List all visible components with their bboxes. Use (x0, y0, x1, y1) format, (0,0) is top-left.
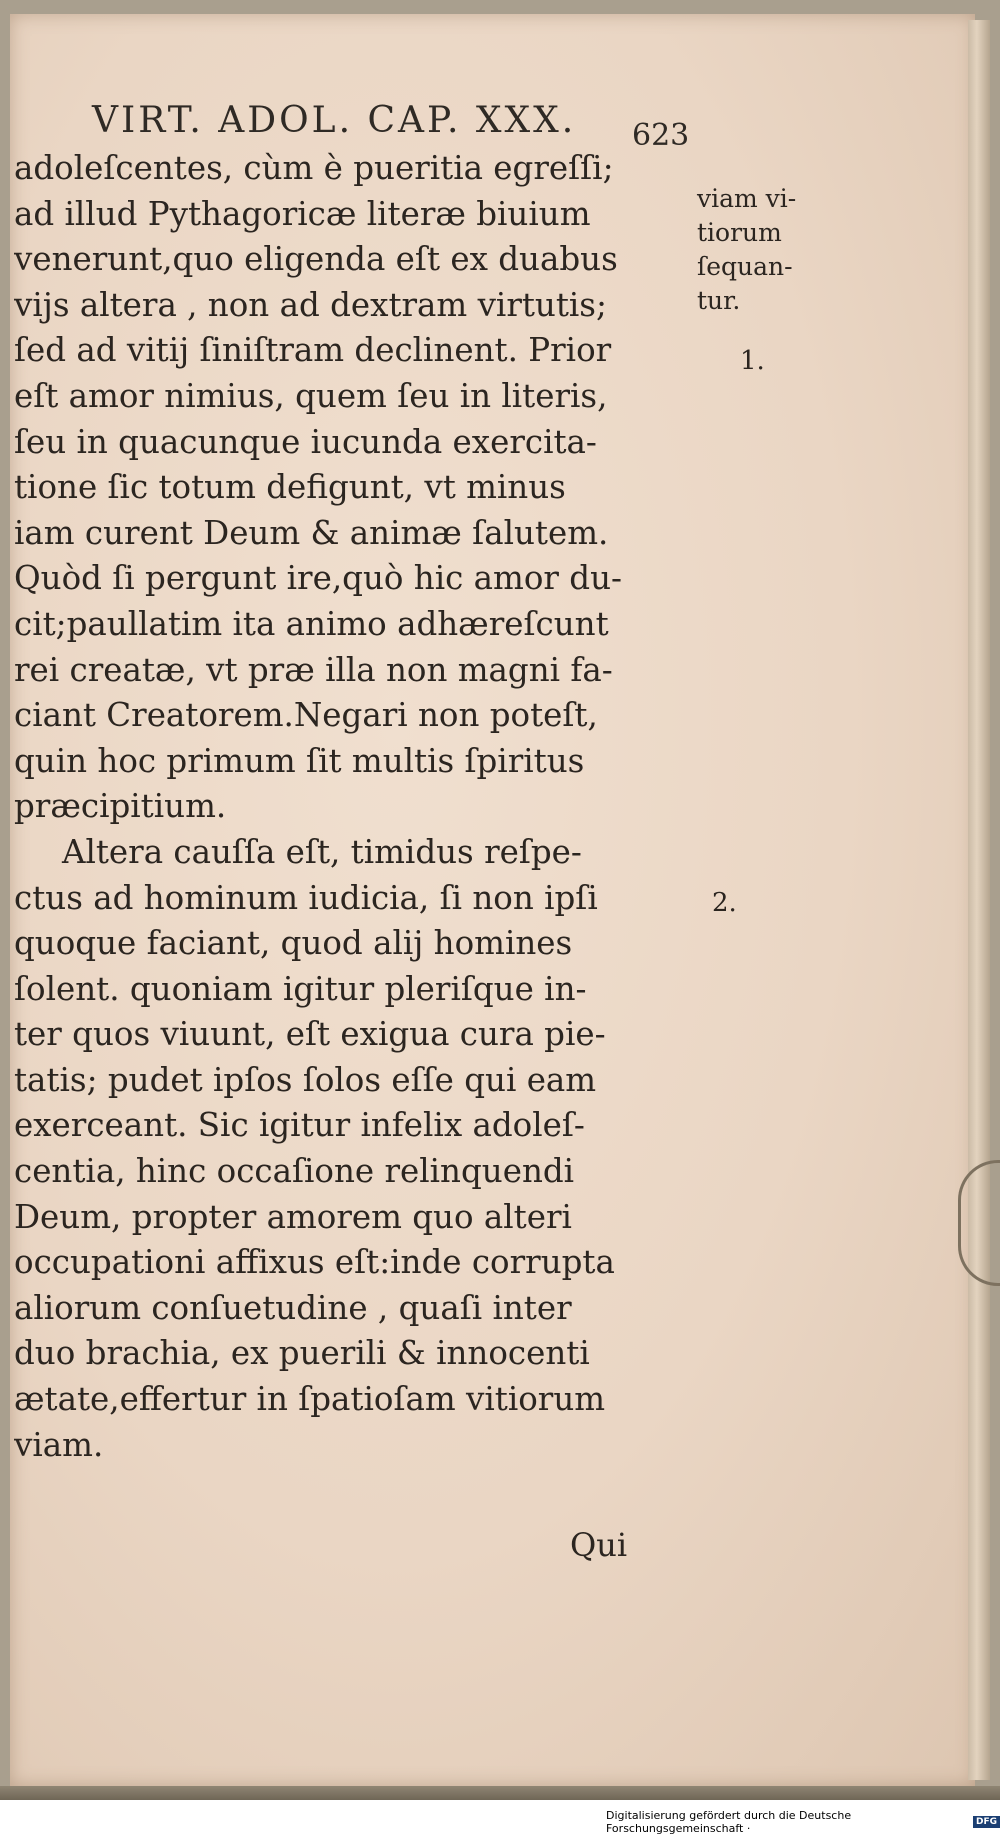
text-line: viam. (14, 1425, 104, 1464)
text-line: occupationi affixus eſt:inde corrupta (14, 1243, 615, 1282)
margin-number-1: 1. (740, 346, 765, 376)
text-line: ſeu in quacunque iucunda exercita- (14, 422, 597, 461)
margin-note-line: ſequan- (697, 252, 793, 281)
margin-note-line: tur. (697, 286, 741, 315)
text-line: quoque faciant, quod alij homines (14, 924, 573, 963)
footer-credit-text: Digitalisierung gefördert durch die Deutsche Forschungsgemeinschaft · (606, 1809, 852, 1835)
text-line: ctus ad hominum iudicia, ſi non ipſi (14, 878, 598, 917)
text-line: quin hoc primum ſit multis ſpiritus (14, 741, 585, 780)
text-line: ter quos viuunt, eſt exigua cura pie- (14, 1015, 606, 1054)
text-line: tione ſic totum defigunt, vt minus (14, 468, 566, 507)
book-bottom-edge (0, 1786, 1000, 1800)
text-line: vijs altera , non ad dextram virtutis; (14, 285, 607, 324)
text-line: Quòd ſi pergunt ire,quò hic amor du- (14, 559, 622, 598)
footer-credit (606, 1809, 1000, 1835)
margin-number-2: 2. (712, 888, 737, 918)
text-line: adoleſcentes, cùm è pueritia egreſſi; (14, 149, 614, 187)
text-line: ætate,effertur in ſpatioſam vitiorum (14, 1380, 606, 1419)
text-line: tatis; pudet ipſos ſolos eſſe qui eam (14, 1060, 597, 1099)
text-line: ad illud Pythagoricæ literæ biuium (14, 194, 591, 233)
text-line: eſt amor nimius, quem ſeu in literis, (14, 376, 608, 415)
text-line: iam curent Deum & animæ ſalutem. (14, 513, 609, 552)
text-line: rei creatæ, vt præ illa non magni fa- (14, 650, 613, 689)
text-line: cit;paullatim ita animo adhæreſcunt (14, 604, 609, 643)
catchword: Qui (570, 1526, 628, 1564)
text-line: ciant Creatorem.Negari non poteſt, (14, 696, 598, 735)
text-line: ſolent. quoniam igitur pleriſque in- (14, 969, 587, 1008)
text-line: venerunt,quo eligenda eſt ex duabus (14, 240, 618, 279)
text-line: exerceant. Sic igitur infelix adoleſ- (14, 1106, 585, 1145)
dfg-logo: DFG (973, 1816, 1000, 1828)
text-line: aliorum conſuetudine , quaſi inter (14, 1288, 572, 1327)
text-line: præcipitium. (14, 787, 227, 826)
margin-note-line: tiorum (697, 218, 782, 247)
clasp-ring (958, 1160, 1000, 1286)
running-title: VIRT. ADOL. CAP. XXX. (92, 100, 577, 141)
page-number: 623 (632, 118, 690, 153)
text-line: ſed ad vitij ſiniſtram declinent. Prior (14, 331, 612, 370)
margin-note-line: viam vi- (697, 184, 797, 213)
text-line: Altera cauſſa eſt, timidus reſpe- (62, 832, 582, 871)
text-line: duo brachia, ex puerili & innocenti (14, 1334, 590, 1373)
text-line: Deum, propter amorem quo alteri (14, 1197, 572, 1236)
text-line: centia, hinc occaſione relinquendi (14, 1152, 575, 1191)
body-text (14, 146, 682, 1468)
margin-note (697, 182, 796, 318)
page-edge (968, 20, 990, 1780)
